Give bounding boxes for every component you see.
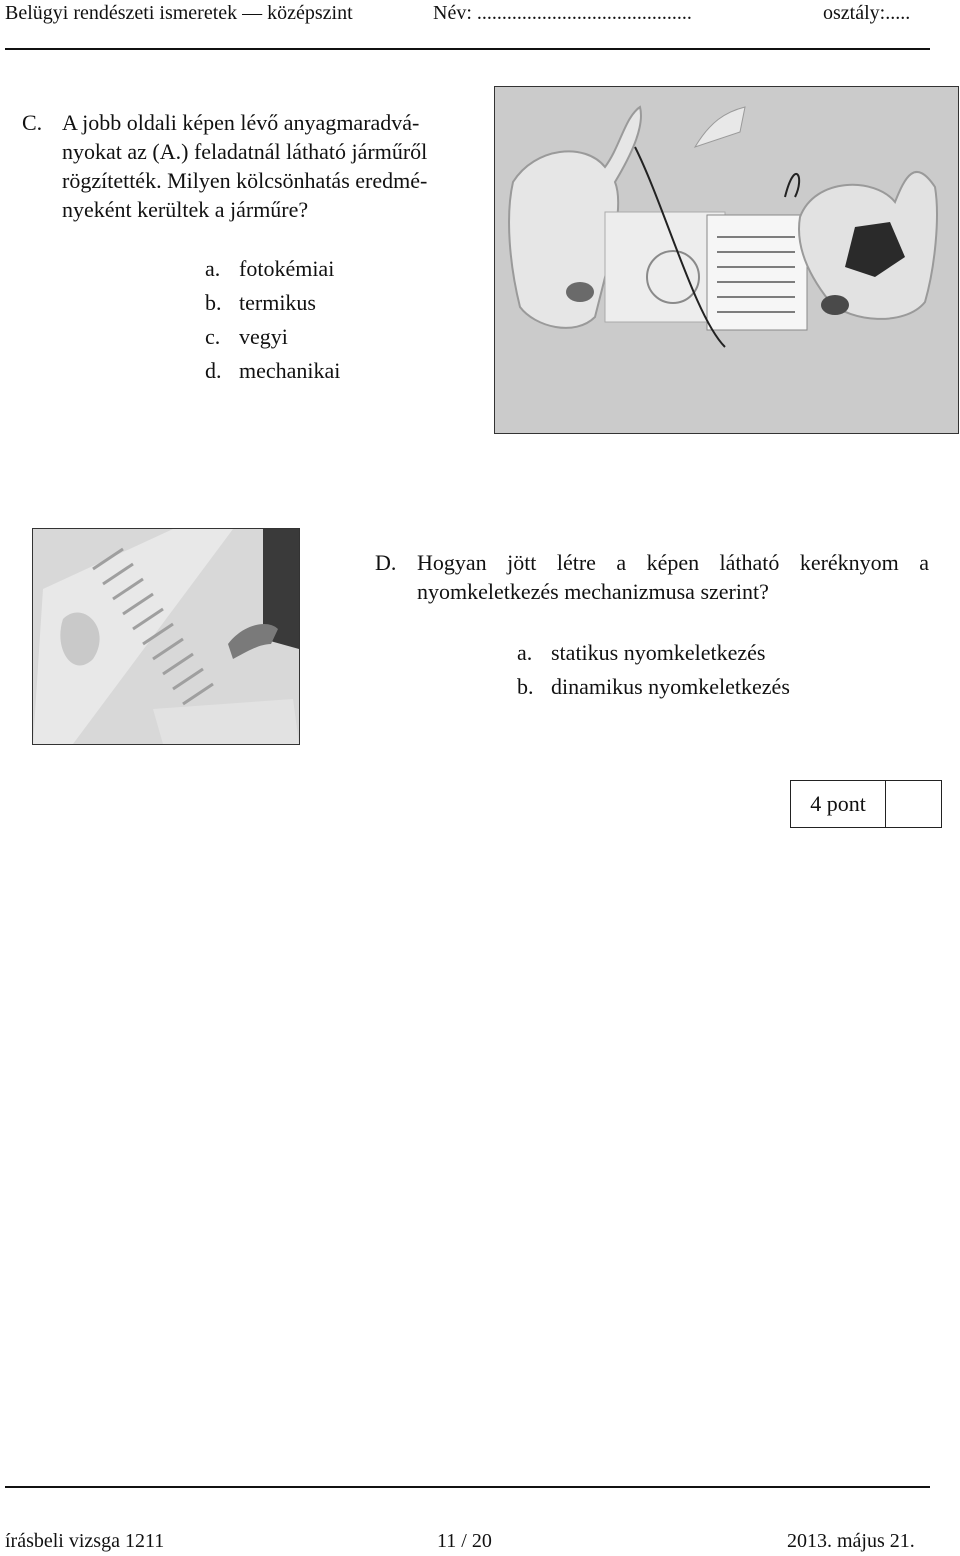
question-c-line: A jobb oldali képen lévő anyagmaradvá- xyxy=(62,110,420,135)
header-level: középszint xyxy=(267,2,353,24)
question-d-text: Hogyan jött létre a képen látható keréknyom a nyomkeletkezés mechanizmusa szerint? xyxy=(417,550,929,604)
option-item[interactable]: b. termikus xyxy=(205,290,316,315)
score-entry-field[interactable] xyxy=(886,781,941,827)
question-c-line: nyeként kerültek a járműre? xyxy=(62,197,309,222)
footer-exam-code: írásbeli vizsga 1211 xyxy=(5,1530,165,1552)
option-item[interactable]: c. vegyi xyxy=(205,324,288,349)
option-item[interactable]: d. mechanikai xyxy=(205,358,341,383)
question-c-letter: C. xyxy=(22,110,43,135)
question-d-letter: D. xyxy=(375,550,397,575)
evidence-bags-photo xyxy=(494,86,959,434)
question-d-options xyxy=(517,636,790,704)
score-box xyxy=(790,780,942,828)
header-dash: — xyxy=(242,2,263,24)
footer-page-number: 11 / 20 xyxy=(437,1530,492,1552)
question-c-options xyxy=(205,252,340,388)
score-label: 4 pont xyxy=(791,781,886,827)
header-subject xyxy=(5,2,353,25)
header-class-field: osztály:..... xyxy=(823,2,911,24)
option-item[interactable]: a. statikus nyomkeletkezés xyxy=(517,640,766,665)
header-name-field: Név: ........................................... xyxy=(433,2,692,24)
footer-date: 2013. május 21. xyxy=(787,1530,915,1552)
option-item[interactable]: a. fotokémiai xyxy=(205,256,335,281)
tyre-track-illustration xyxy=(33,529,299,744)
question-c-line: nyokat az (A.) feladatnál látható járműről xyxy=(62,139,428,164)
footer-rule xyxy=(5,1486,930,1488)
header-subject-text: Belügyi rendészeti ismeretek xyxy=(5,2,238,24)
evidence-bags-illustration xyxy=(495,87,958,433)
header-rule xyxy=(5,48,930,50)
option-item[interactable]: b. dinamikus nyomkeletkezés xyxy=(517,674,790,699)
question-c-line: rögzítették. Milyen kölcsönhatás eredmé- xyxy=(62,168,428,193)
tyre-track-photo xyxy=(32,528,300,745)
question-c-text xyxy=(62,108,482,224)
